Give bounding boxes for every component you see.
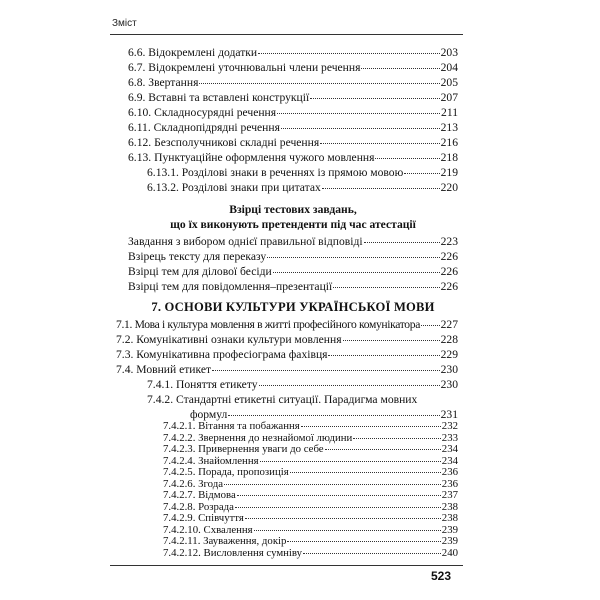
toc-entry[interactable] — [128, 279, 458, 294]
toc-page-number: 240 — [441, 546, 458, 559]
toc-page-number: 239 — [441, 523, 458, 536]
leader-dots — [212, 370, 440, 371]
toc-page-number: 226 — [440, 265, 458, 278]
toc-entry-label: 7.4.2.7. Відмова — [163, 489, 236, 501]
toc-entry[interactable] — [163, 490, 458, 501]
toc-page-number: 238 — [441, 512, 458, 524]
toc-entry-label: формул — [190, 408, 228, 421]
toc-entry[interactable] — [128, 249, 458, 264]
toc-page-number: 236 — [441, 466, 458, 478]
toc-entry-multiline-first[interactable] — [147, 392, 458, 407]
toc-page-number: 227 — [440, 318, 458, 331]
toc-entry-label: Завдання з вибором однієї правильної відповіді — [128, 235, 363, 248]
toc-entry[interactable] — [128, 45, 458, 60]
toc-page-number: 205 — [440, 76, 458, 89]
toc-entry-label: 7.4.2.3. Привернення уваги до себе — [163, 443, 324, 455]
leader-dots — [290, 472, 441, 473]
toc-page-number: 234 — [441, 443, 458, 455]
toc-entry-label: 6.13. Пунктуаційне оформлення чужого мовлення — [128, 151, 375, 164]
leader-dots — [245, 518, 441, 519]
toc-page-number: 239 — [441, 535, 458, 547]
toc-entry[interactable] — [147, 180, 458, 195]
page-number: 523 — [431, 569, 452, 583]
toc-entry-label: 7.4.2.2. Звернення до незнайомої людини — [163, 431, 353, 444]
toc-page-number: 238 — [441, 500, 458, 513]
toc-entry[interactable] — [163, 502, 458, 513]
toc-page-number: 219 — [440, 166, 458, 179]
toc-page-number: 226 — [440, 250, 458, 263]
toc-entry-label: 7.4.2.11. Зауваження, докір — [163, 535, 287, 547]
footer-rule — [110, 565, 463, 566]
toc-entry[interactable] — [116, 362, 458, 377]
toc-entry[interactable] — [128, 234, 458, 249]
leader-dots — [328, 355, 439, 356]
toc-page-number: 237 — [441, 489, 458, 501]
toc-page-number: 204 — [440, 61, 458, 74]
toc-page-number: 203 — [440, 46, 458, 59]
leader-dots — [224, 484, 441, 485]
toc-entry[interactable] — [128, 135, 458, 150]
leader-dots — [235, 507, 441, 508]
toc-entry-label: Взірці тем для ділової бесіди — [128, 265, 272, 278]
toc-entry-label: 7.4.2.5. Порада, пропозиція — [163, 466, 289, 478]
toc-entry-label: 7.4.2.6. Згода — [163, 477, 224, 490]
toc-page-number: 226 — [440, 280, 458, 293]
toc-entry-label: 7.2. Комунікативні ознаки культури мовлення — [116, 333, 342, 346]
toc-entry[interactable] — [163, 525, 458, 536]
toc-entry-label: 6.8. Звертання — [128, 76, 199, 89]
leader-dots — [322, 188, 440, 189]
toc-page-number: 233 — [441, 431, 458, 444]
toc-entry-label: 7.4.1. Поняття етикету — [147, 378, 258, 391]
toc-entry-label: 6.10. Складносурядні речення — [128, 106, 277, 119]
toc-entry[interactable] — [163, 536, 458, 547]
toc-entry[interactable] — [163, 513, 458, 524]
leader-dots — [258, 53, 439, 54]
toc-entry-label: 6.6. Відокремлені додатки — [128, 46, 258, 59]
leader-dots — [343, 340, 440, 341]
toc-entry-label: 7.1. Мова і культура мовлення в житті професійного комунікатора — [116, 318, 420, 331]
toc-entry-label: 6.13.1. Розділові знаки в реченнях із прямою мовою — [147, 166, 404, 179]
leader-dots — [228, 415, 439, 416]
toc-entry-label: 6.12. Безсполучникові складні речення — [128, 136, 320, 149]
toc-page-number: 236 — [441, 477, 458, 490]
section-heading-tests-line2: що їх виконують претенденти під час атестації — [170, 218, 416, 231]
section-heading-tests-line1: Взірці тестових завдань, — [229, 203, 357, 216]
toc-entry[interactable] — [128, 264, 458, 279]
toc-entry[interactable] — [128, 150, 458, 165]
toc-entry[interactable] — [163, 467, 458, 478]
toc-entry-label: 6.11. Складнопідрядні речення — [128, 121, 280, 134]
toc-page-number: 234 — [441, 454, 458, 467]
leader-dots — [361, 68, 439, 69]
toc-entry[interactable] — [116, 317, 458, 332]
toc-page-number: 218 — [440, 151, 458, 164]
toc-page-number: 230 — [440, 378, 458, 391]
toc-entry[interactable] — [116, 332, 458, 347]
leader-dots — [310, 98, 439, 99]
leader-dots — [277, 113, 440, 114]
leader-dots — [404, 173, 439, 174]
toc-entry[interactable] — [128, 60, 458, 75]
leader-dots — [199, 83, 439, 84]
toc-entry[interactable] — [128, 105, 458, 120]
leader-dots — [237, 495, 441, 496]
leader-dots — [287, 541, 440, 542]
toc-entry-label: Взірець тексту для переказу — [128, 250, 267, 263]
toc-entry-label: 7.3. Комунікативна професіограма фахівця — [116, 348, 328, 361]
toc-entry-label: 7.4.2.12. Висловлення сумніву — [163, 546, 303, 559]
toc-page-number: 229 — [440, 348, 458, 361]
toc-entry-label: 7.4.2. Стандартні етикетні ситуації. Парадигма мовних — [147, 393, 418, 406]
toc-page-number: 216 — [440, 136, 458, 149]
toc-entry-label: 6.7. Відокремлені уточнювальні члени речення — [128, 61, 361, 74]
toc-entry[interactable] — [163, 456, 458, 467]
toc-entry-label: 6.13.2. Розділові знаки при цитатах — [147, 181, 321, 194]
leader-dots — [301, 426, 441, 427]
toc-entry-label: 6.9. Вставні та вставлені конструкції — [128, 91, 310, 104]
toc-page-number: 228 — [440, 333, 458, 346]
toc-entry[interactable] — [163, 433, 458, 444]
toc-entry-label: Взірці тем для повідомлення–презентації — [128, 280, 333, 293]
toc-page-number: 213 — [440, 121, 458, 134]
leader-dots — [364, 242, 440, 243]
toc-entry-label: 7.4.2.8. Розрада — [163, 500, 234, 513]
leader-dots — [353, 438, 441, 439]
toc-page-number: 223 — [440, 235, 458, 248]
leader-dots — [375, 158, 439, 159]
toc-page-number: 230 — [440, 363, 458, 376]
toc-entry[interactable] — [128, 90, 458, 105]
toc-entry[interactable] — [128, 120, 458, 135]
toc-entry-label: 7.4. Мовний етикет — [116, 363, 212, 376]
running-header: Зміст — [112, 18, 137, 29]
leader-dots — [333, 287, 439, 288]
toc-entry[interactable] — [163, 479, 458, 490]
toc-page-number: 231 — [440, 408, 458, 421]
toc-entry-label: 7.4.2.9. Співчуття — [163, 512, 244, 524]
leader-dots — [325, 449, 441, 450]
leader-dots — [303, 553, 441, 554]
toc-entry[interactable] — [128, 75, 458, 90]
toc-entry-label: 7.4.2.1. Вітання та побажання — [163, 420, 300, 432]
toc-entry[interactable] — [163, 444, 458, 455]
toc-entry-label: 7.4.2.4. Знайомлення — [163, 454, 259, 467]
toc-entry[interactable] — [116, 347, 458, 362]
toc-page-number: 232 — [441, 420, 458, 432]
toc-entry[interactable] — [163, 548, 458, 559]
toc-entry[interactable] — [163, 421, 458, 432]
toc-entry[interactable] — [147, 165, 458, 180]
leader-dots — [259, 385, 440, 386]
leader-dots — [273, 272, 440, 273]
leader-dots — [320, 143, 439, 144]
toc-entry-label: 7.4.2.10. Схвалення — [163, 523, 253, 536]
toc-page-number: 211 — [441, 106, 458, 119]
toc-page-number: 220 — [440, 181, 458, 194]
leader-dots — [281, 128, 440, 129]
leader-dots — [421, 325, 440, 326]
leader-dots — [267, 257, 439, 258]
toc-entry[interactable] — [147, 377, 458, 392]
leader-dots — [260, 461, 441, 462]
leader-dots — [254, 530, 441, 531]
chapter-heading: 7. ОСНОВИ КУЛЬТУРИ УКРАЇНСЬКОЇ МОВИ — [151, 300, 435, 314]
toc-page-number: 207 — [440, 91, 458, 104]
